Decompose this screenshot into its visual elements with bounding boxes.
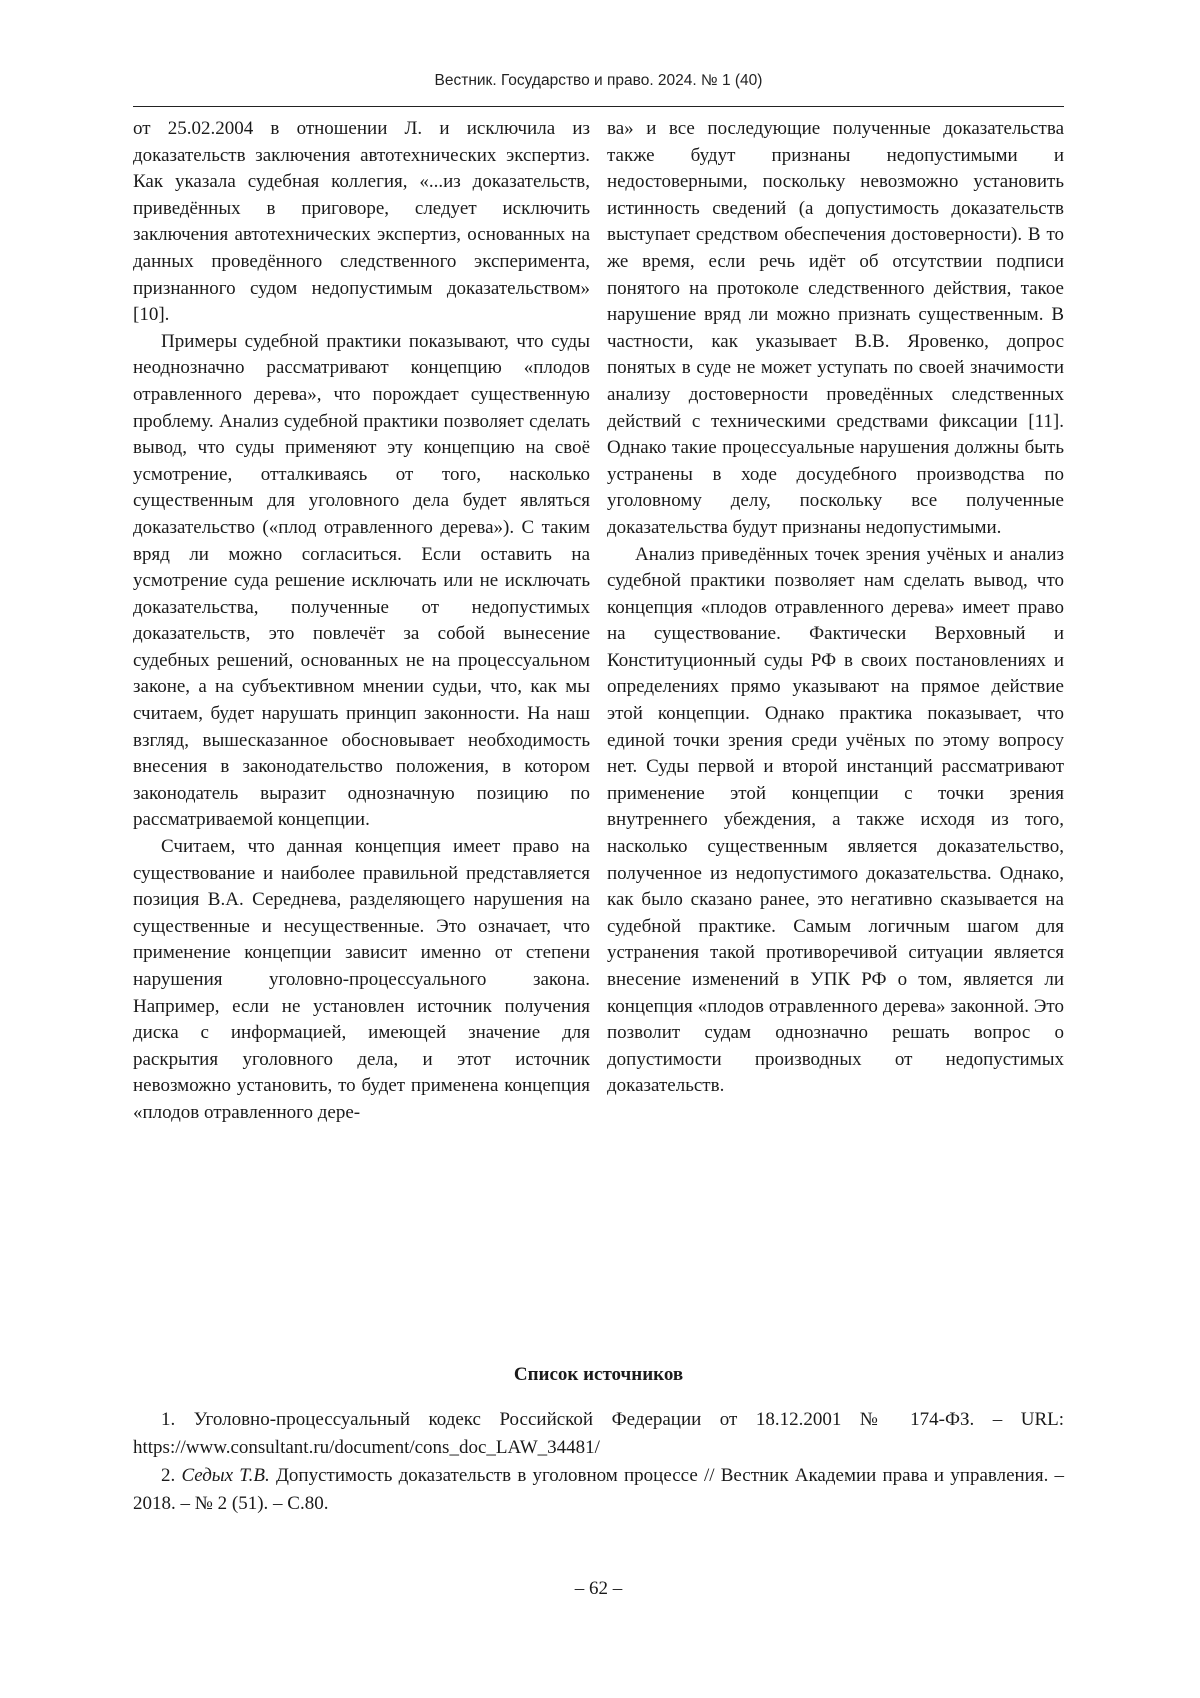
reference-item <box>133 1406 1064 1462</box>
right-column <box>607 116 1064 1100</box>
references-title: Список источников <box>513 1364 684 1385</box>
paragraph: ва» и все последующие полученные доказательства также будут признаны недопустимыми и недостоверными, поскольку невозможно установить истинность сведений (а допустимость доказательств выступает средством обеспечения достоверности). В то же время, если речь идёт об отсутствии подписи понятого на протоколе следственного действия, такое нарушение вряд ли можно признать существенным. В частности, как указывает В.В. Яровенко, допрос понятых в суде не может уступать по своей значимости анализу достоверности проведённых следственных действий с техническими средствами фиксации [11]. Однако такие процессуальные нарушения должны быть устранены в ходе досудебного производства по уголовному делу, поскольку все полученные доказательства будут признаны недопустимыми. <box>607 118 1064 538</box>
page-number: – 62 – <box>574 1578 623 1599</box>
left-column <box>133 116 590 1127</box>
reference-number: 1. <box>161 1409 194 1430</box>
paragraph: Примеры судебной практики показывают, что суды неоднозначно рассматривают концепцию «плодов отравленного дерева», что порождает существенную проблему. Анализ судебной практики позволяет сделать вывод, что суды применяют эту концепцию на своё усмотрение, отталкиваясь от того, насколько существенным для уголовного дела будет являться доказательство («плод отравленного дерева»). С таким вряд ли можно согласиться. Если оставить на усмотрение суда решение исключать или не исключать доказательства, полученные от недопустимых доказательств, это повлечёт за собой вынесение судебных решений, основанных не на процессуальном законе, а на субъективном мнении судьи, что, как мы считаем, будет нарушать принцип законности. На наш взгляд, вышесказанное обосновывает необходимость внесения в законодательство положения, в котором законодатель выразит однозначную позицию по рассматриваемой концепции. <box>133 330 590 831</box>
journal-header: Вестник. Государство и право. 2024. № 1 (40) <box>434 72 763 89</box>
reference-item <box>133 1462 1064 1518</box>
references-list <box>133 1406 1064 1518</box>
paragraph: от 25.02.2004 в отношении Л. и исключила из доказательств заключения автотехнических экспертиз. Как указала судебная коллегия, «...из доказательств, приведённых в приговоре, следует исключить заключения автотехнических экспертиз, основанных на данных проведённого следственного эксперимента, признанного судом недопустимым доказательством» [10]. <box>133 118 590 326</box>
paragraph: Считаем, что данная концепция имеет право на существование и наиболее правильной представляется позиция В.А. Середнева, разделяющего нарушения на существенные и несущественные. Это означает, что применение концепции зависит именно от степени нарушения уголовно-процессуального закона. Например, если не установлен источник получения диска с информацией, имеющей значение для раскрытия уголовного дела, и этот источник невозможно установить, то будет применена концепция «плодов отравленного дере- <box>133 836 590 1123</box>
reference-number: 2. <box>161 1465 182 1486</box>
paragraph: Анализ приведённых точек зрения учёных и анализ судебной практики позволяет нам сделать вывод, что концепция «плодов отравленного дерева» имеет право на существование. Фактически Верховный и Конституционный суды РФ в своих постановлениях и определениях прямо указывают на прямое действие этой концепции. Однако практика показывает, что единой точки зрения среди учёных по этому вопросу нет. Суды первой и второй инстанций рассматривают применение этой концепции с точки зрения внутреннего убеждения, а также исходя из того, насколько существенным является доказательство, полученное из недопустимого доказательства. Однако, как было сказано ранее, это негативно сказывается на судебной практике. Самым логичным шагом для устранения такой противоречивой ситуации является внесение изменений в УПК РФ о том, является ли концепция «плодов отравленного дерева» законной. Это позволит судам однозначно решать вопрос о допустимости производных от недопустимых доказательств. <box>607 543 1064 1097</box>
reference-author: Седых Т.В. <box>181 1465 270 1486</box>
reference-text: Допустимость доказательств в уголовном процессе // Вестник Академии права и управления. – 2018. – № 2 (51). – С.80. <box>133 1465 1065 1514</box>
reference-text: Уголовно-процессуальный кодекс Российской Федерации от 18.12.2001 № 174-ФЗ. – URL: https://www.consultant.ru/document/cons_doc_LAW_34481/ <box>133 1409 1064 1458</box>
header-divider <box>133 106 1064 107</box>
